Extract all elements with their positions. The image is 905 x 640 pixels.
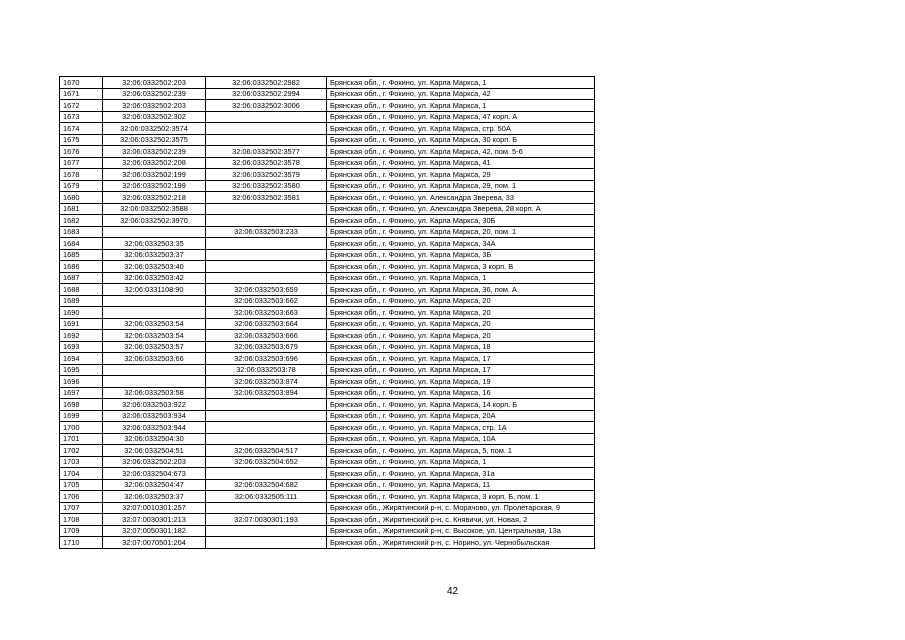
address-cell: Брянская обл., г. Фокино, ул. Карла Маркса, 3Б <box>327 249 595 261</box>
address-cell: Брянская обл., г. Фокино, ул. Карла Маркса, 20 <box>327 330 595 342</box>
table-row <box>60 261 595 273</box>
row-number-cell: 1683 <box>60 226 103 238</box>
table-row <box>60 479 595 491</box>
address-cell: Брянская обл., г. Фокино, ул. Карла Маркса, 16 <box>327 387 595 399</box>
address-cell: Брянская обл., г. Фокино, ул. Карла Маркса, 30Б <box>327 215 595 227</box>
table-row <box>60 249 595 261</box>
table-row <box>60 491 595 503</box>
land-cadastral-number-cell: 32:06:0332503:37 <box>103 491 206 503</box>
row-number-cell: 1702 <box>60 445 103 457</box>
address-cell: Брянская обл., г. Фокино, ул. Карла Маркса, 3 корп. Б, пом. 1 <box>327 491 595 503</box>
address-cell: Брянская обл., г. Фокино, ул. Карла Маркса, 20, пом. 1 <box>327 226 595 238</box>
address-cell: Брянская обл., г. Фокино, ул. Карла Маркса, 20 <box>327 318 595 330</box>
land-cadastral-number-cell: 32:06:0332503:57 <box>103 341 206 353</box>
address-cell: Брянская обл., г. Фокино, ул. Карла Маркса, 29, пом. 1 <box>327 180 595 192</box>
address-cell: Брянская обл., г. Фокино, ул. Карла Маркса, 41 <box>327 157 595 169</box>
land-cadastral-number-cell: 32:06:0332502:239 <box>103 88 206 100</box>
address-cell: Брянская обл., г. Фокино, ул. Александра Зверева, 33 <box>327 192 595 204</box>
row-number-cell: 1680 <box>60 192 103 204</box>
table-row <box>60 134 595 146</box>
address-cell: Брянская обл., г. Фокино, ул. Карла Маркса, 14 корп. Б <box>327 399 595 411</box>
table-row <box>60 410 595 422</box>
building-cadastral-number-cell <box>206 215 327 227</box>
address-cell: Брянская обл., г. Фокино, ул. Карла Маркса, 1 <box>327 77 595 89</box>
row-number-cell: 1706 <box>60 491 103 503</box>
row-number-cell: 1708 <box>60 514 103 526</box>
address-cell: Брянская обл., г. Фокино, ул. Карла Маркса, 19 <box>327 376 595 388</box>
building-cadastral-number-cell <box>206 537 327 549</box>
table-row <box>60 192 595 204</box>
building-cadastral-number-cell: 32:06:0332502:3578 <box>206 157 327 169</box>
table-row <box>60 180 595 192</box>
building-cadastral-number-cell <box>206 134 327 146</box>
land-cadastral-number-cell <box>103 307 206 319</box>
row-number-cell: 1709 <box>60 525 103 537</box>
row-number-cell: 1705 <box>60 479 103 491</box>
address-cell: Брянская обл., г. Фокино, ул. Карла Маркса, 17 <box>327 364 595 376</box>
land-cadastral-number-cell: 32:06:0332503:922 <box>103 399 206 411</box>
table-row <box>60 215 595 227</box>
address-cell: Брянская обл., г. Фокино, ул. Карла Маркса, 36, пом. А <box>327 284 595 296</box>
address-cell: Брянская обл., Жирятинский р-н, с. Княвичи, ул. Новая, 2 <box>327 514 595 526</box>
row-number-cell: 1691 <box>60 318 103 330</box>
row-number-cell: 1692 <box>60 330 103 342</box>
table-row <box>60 226 595 238</box>
table-row <box>60 111 595 123</box>
address-cell: Брянская обл., г. Фокино, ул. Александра Зверева, 28 корп. А <box>327 203 595 215</box>
row-number-cell: 1671 <box>60 88 103 100</box>
row-number-cell: 1677 <box>60 157 103 169</box>
address-cell: Брянская обл., г. Фокино, ул. Карла Маркса, 30 корп. Б <box>327 134 595 146</box>
table-row <box>60 456 595 468</box>
building-cadastral-number-cell: 32:06:0332504:517 <box>206 445 327 457</box>
land-cadastral-number-cell: 32:06:0332503:944 <box>103 422 206 434</box>
address-cell: Брянская обл., г. Фокино, ул. Карла Маркса, 34А <box>327 238 595 250</box>
land-cadastral-number-cell: 32:06:0332503:66 <box>103 353 206 365</box>
land-cadastral-number-cell <box>103 376 206 388</box>
land-cadastral-number-cell: 32:06:0331108:90 <box>103 284 206 296</box>
row-number-cell: 1679 <box>60 180 103 192</box>
building-cadastral-number-cell: 32:06:0332503:679 <box>206 341 327 353</box>
building-cadastral-number-cell: 32:06:0332503:696 <box>206 353 327 365</box>
land-cadastral-number-cell: 32:06:0332503:934 <box>103 410 206 422</box>
address-cell: Брянская обл., Жирятинский р-н, с. Морачово, ул. Пролетарская, 9 <box>327 502 595 514</box>
land-cadastral-number-cell: 32:07:0010301:257 <box>103 502 206 514</box>
land-cadastral-number-cell: 32:07:0070501:204 <box>103 537 206 549</box>
building-cadastral-number-cell <box>206 399 327 411</box>
address-cell: Брянская обл., г. Фокино, ул. Карла Маркса, 10А <box>327 433 595 445</box>
cadastral-table <box>59 76 595 549</box>
table-row <box>60 203 595 215</box>
building-cadastral-number-cell <box>206 422 327 434</box>
land-cadastral-number-cell: 32:06:0332502:199 <box>103 169 206 181</box>
building-cadastral-number-cell <box>206 468 327 480</box>
building-cadastral-number-cell <box>206 249 327 261</box>
table-row <box>60 364 595 376</box>
land-cadastral-number-cell: 32:06:0332502:203 <box>103 100 206 112</box>
table-row <box>60 123 595 135</box>
land-cadastral-number-cell: 32:06:0332502:3575 <box>103 134 206 146</box>
row-number-cell: 1695 <box>60 364 103 376</box>
table-row <box>60 353 595 365</box>
land-cadastral-number-cell: 32:06:0332504:47 <box>103 479 206 491</box>
row-number-cell: 1687 <box>60 272 103 284</box>
table-row <box>60 284 595 296</box>
building-cadastral-number-cell: 32:06:0332504:682 <box>206 479 327 491</box>
building-cadastral-number-cell <box>206 123 327 135</box>
building-cadastral-number-cell <box>206 238 327 250</box>
address-cell: Брянская обл., г. Фокино, ул. Карла Маркса, 3 корп. В <box>327 261 595 273</box>
table-body <box>60 77 595 549</box>
address-cell: Брянская обл., г. Фокино, ул. Карла Маркса, 42, пом. 5-6 <box>327 146 595 158</box>
building-cadastral-number-cell: 32:06:0332503:659 <box>206 284 327 296</box>
row-number-cell: 1681 <box>60 203 103 215</box>
table-row <box>60 468 595 480</box>
land-cadastral-number-cell: 32:06:0332502:239 <box>103 146 206 158</box>
row-number-cell: 1703 <box>60 456 103 468</box>
row-number-cell: 1697 <box>60 387 103 399</box>
address-cell: Брянская обл., г. Фокино, ул. Карла Маркса, 20 <box>327 295 595 307</box>
address-cell: Брянская обл., г. Фокино, ул. Карла Маркса, 42 <box>327 88 595 100</box>
address-cell: Брянская обл., г. Фокино, ул. Карла Маркса, 31а <box>327 468 595 480</box>
building-cadastral-number-cell: 32:06:0332503:78 <box>206 364 327 376</box>
land-cadastral-number-cell: 32:06:0332502:208 <box>103 157 206 169</box>
row-number-cell: 1696 <box>60 376 103 388</box>
building-cadastral-number-cell: 32:06:0332503:233 <box>206 226 327 238</box>
building-cadastral-number-cell: 32:06:0332504:652 <box>206 456 327 468</box>
building-cadastral-number-cell: 32:06:0332503:662 <box>206 295 327 307</box>
land-cadastral-number-cell: 32:06:0332502:302 <box>103 111 206 123</box>
table-row <box>60 445 595 457</box>
table-row <box>60 100 595 112</box>
land-cadastral-number-cell <box>103 364 206 376</box>
row-number-cell: 1698 <box>60 399 103 411</box>
land-cadastral-number-cell: 32:06:0332503:54 <box>103 330 206 342</box>
land-cadastral-number-cell: 32:06:0332502:3574 <box>103 123 206 135</box>
row-number-cell: 1684 <box>60 238 103 250</box>
building-cadastral-number-cell: 32:06:0332502:2994 <box>206 88 327 100</box>
address-cell: Брянская обл., г. Фокино, ул. Карла Маркса, 29 <box>327 169 595 181</box>
table-row <box>60 77 595 89</box>
land-cadastral-number-cell: 32:06:0332503:40 <box>103 261 206 273</box>
building-cadastral-number-cell: 32:07:0030301:193 <box>206 514 327 526</box>
table-row <box>60 399 595 411</box>
address-cell: Брянская обл., Жирятинский р-н, с. Высокое, ул. Центральная, 13а <box>327 525 595 537</box>
table-row <box>60 514 595 526</box>
building-cadastral-number-cell: 32:06:0332503:664 <box>206 318 327 330</box>
address-cell: Брянская обл., г. Фокино, ул. Карла Маркса, 5, пом. 1 <box>327 445 595 457</box>
building-cadastral-number-cell: 32:06:0332503:874 <box>206 376 327 388</box>
building-cadastral-number-cell: 32:06:0332502:3581 <box>206 192 327 204</box>
address-cell: Брянская обл., г. Фокино, ул. Карла Маркса, 17 <box>327 353 595 365</box>
table-row <box>60 238 595 250</box>
building-cadastral-number-cell <box>206 111 327 123</box>
land-cadastral-number-cell: 32:06:0332503:58 <box>103 387 206 399</box>
land-cadastral-number-cell: 32:06:0332502:218 <box>103 192 206 204</box>
row-number-cell: 1690 <box>60 307 103 319</box>
land-cadastral-number-cell: 32:07:0050301:182 <box>103 525 206 537</box>
row-number-cell: 1678 <box>60 169 103 181</box>
page-number: 42 <box>446 586 459 597</box>
address-cell: Брянская обл., г. Фокино, ул. Карла Маркса, 20 <box>327 307 595 319</box>
address-cell: Брянская обл., г. Фокино, ул. Карла Маркса, 20А <box>327 410 595 422</box>
table-row <box>60 525 595 537</box>
table-row <box>60 330 595 342</box>
row-number-cell: 1688 <box>60 284 103 296</box>
row-number-cell: 1701 <box>60 433 103 445</box>
row-number-cell: 1699 <box>60 410 103 422</box>
address-cell: Брянская обл., г. Фокино, ул. Карла Маркса, стр. 50А <box>327 123 595 135</box>
land-cadastral-number-cell <box>103 295 206 307</box>
land-cadastral-number-cell: 32:06:0332504:30 <box>103 433 206 445</box>
land-cadastral-number-cell: 32:07:0030301:213 <box>103 514 206 526</box>
table-row <box>60 433 595 445</box>
table-row <box>60 318 595 330</box>
row-number-cell: 1710 <box>60 537 103 549</box>
building-cadastral-number-cell: 32:06:0332502:3580 <box>206 180 327 192</box>
building-cadastral-number-cell: 32:06:0332502:3006 <box>206 100 327 112</box>
address-cell: Брянская обл., г. Фокино, ул. Карла Маркса, 47 корп. А <box>327 111 595 123</box>
land-cadastral-number-cell: 32:06:0332503:54 <box>103 318 206 330</box>
building-cadastral-number-cell <box>206 525 327 537</box>
building-cadastral-number-cell <box>206 502 327 514</box>
land-cadastral-number-cell: 32:06:0332503:37 <box>103 249 206 261</box>
row-number-cell: 1693 <box>60 341 103 353</box>
land-cadastral-number-cell <box>103 226 206 238</box>
table-row <box>60 157 595 169</box>
table-row <box>60 376 595 388</box>
building-cadastral-number-cell: 32:06:0332503:663 <box>206 307 327 319</box>
table-row <box>60 146 595 158</box>
address-cell: Брянская обл., г. Фокино, ул. Карла Маркса, 1 <box>327 456 595 468</box>
land-cadastral-number-cell: 32:06:0332503:35 <box>103 238 206 250</box>
building-cadastral-number-cell: 32:06:0332502:3579 <box>206 169 327 181</box>
table-row <box>60 422 595 434</box>
land-cadastral-number-cell: 32:06:0332502:199 <box>103 180 206 192</box>
building-cadastral-number-cell: 32:06:0332502:2982 <box>206 77 327 89</box>
row-number-cell: 1707 <box>60 502 103 514</box>
address-cell: Брянская обл., г. Фокино, ул. Карла Маркса, 1 <box>327 272 595 284</box>
table-row <box>60 88 595 100</box>
building-cadastral-number-cell <box>206 410 327 422</box>
row-number-cell: 1682 <box>60 215 103 227</box>
table-row <box>60 272 595 284</box>
address-cell: Брянская обл., г. Фокино, ул. Карла Маркса, стр. 1А <box>327 422 595 434</box>
address-cell: Брянская обл., г. Фокино, ул. Карла Маркса, 11 <box>327 479 595 491</box>
table-row <box>60 537 595 549</box>
building-cadastral-number-cell <box>206 261 327 273</box>
building-cadastral-number-cell <box>206 272 327 284</box>
table-row <box>60 307 595 319</box>
building-cadastral-number-cell <box>206 203 327 215</box>
address-cell: Брянская обл., Жирятинский р-н, с. Норино, ул. Чернобыльская <box>327 537 595 549</box>
address-cell: Брянская обл., г. Фокино, ул. Карла Маркса, 1 <box>327 100 595 112</box>
table-row <box>60 387 595 399</box>
land-cadastral-number-cell: 32:06:0332502:203 <box>103 456 206 468</box>
row-number-cell: 1670 <box>60 77 103 89</box>
building-cadastral-number-cell: 32:06:0332503:666 <box>206 330 327 342</box>
row-number-cell: 1675 <box>60 134 103 146</box>
row-number-cell: 1674 <box>60 123 103 135</box>
table-row <box>60 502 595 514</box>
land-cadastral-number-cell: 32:06:0332503:42 <box>103 272 206 284</box>
table-row <box>60 295 595 307</box>
building-cadastral-number-cell <box>206 433 327 445</box>
building-cadastral-number-cell: 32:06:0332502:3577 <box>206 146 327 158</box>
row-number-cell: 1676 <box>60 146 103 158</box>
row-number-cell: 1694 <box>60 353 103 365</box>
land-cadastral-number-cell: 32:06:0332502:3588 <box>103 203 206 215</box>
land-cadastral-number-cell: 32:06:0332504:673 <box>103 468 206 480</box>
building-cadastral-number-cell: 32:06:0332503:894 <box>206 387 327 399</box>
row-number-cell: 1673 <box>60 111 103 123</box>
row-number-cell: 1686 <box>60 261 103 273</box>
land-cadastral-number-cell: 32:06:0332502:203 <box>103 77 206 89</box>
row-number-cell: 1689 <box>60 295 103 307</box>
address-cell: Брянская обл., г. Фокино, ул. Карла Маркса, 18 <box>327 341 595 353</box>
table-row <box>60 169 595 181</box>
building-cadastral-number-cell: 32:06:0332505:111 <box>206 491 327 503</box>
row-number-cell: 1700 <box>60 422 103 434</box>
row-number-cell: 1704 <box>60 468 103 480</box>
land-cadastral-number-cell: 32:06:0332502:3970 <box>103 215 206 227</box>
land-cadastral-number-cell: 32:06:0332504:51 <box>103 445 206 457</box>
table-row <box>60 341 595 353</box>
row-number-cell: 1672 <box>60 100 103 112</box>
row-number-cell: 1685 <box>60 249 103 261</box>
